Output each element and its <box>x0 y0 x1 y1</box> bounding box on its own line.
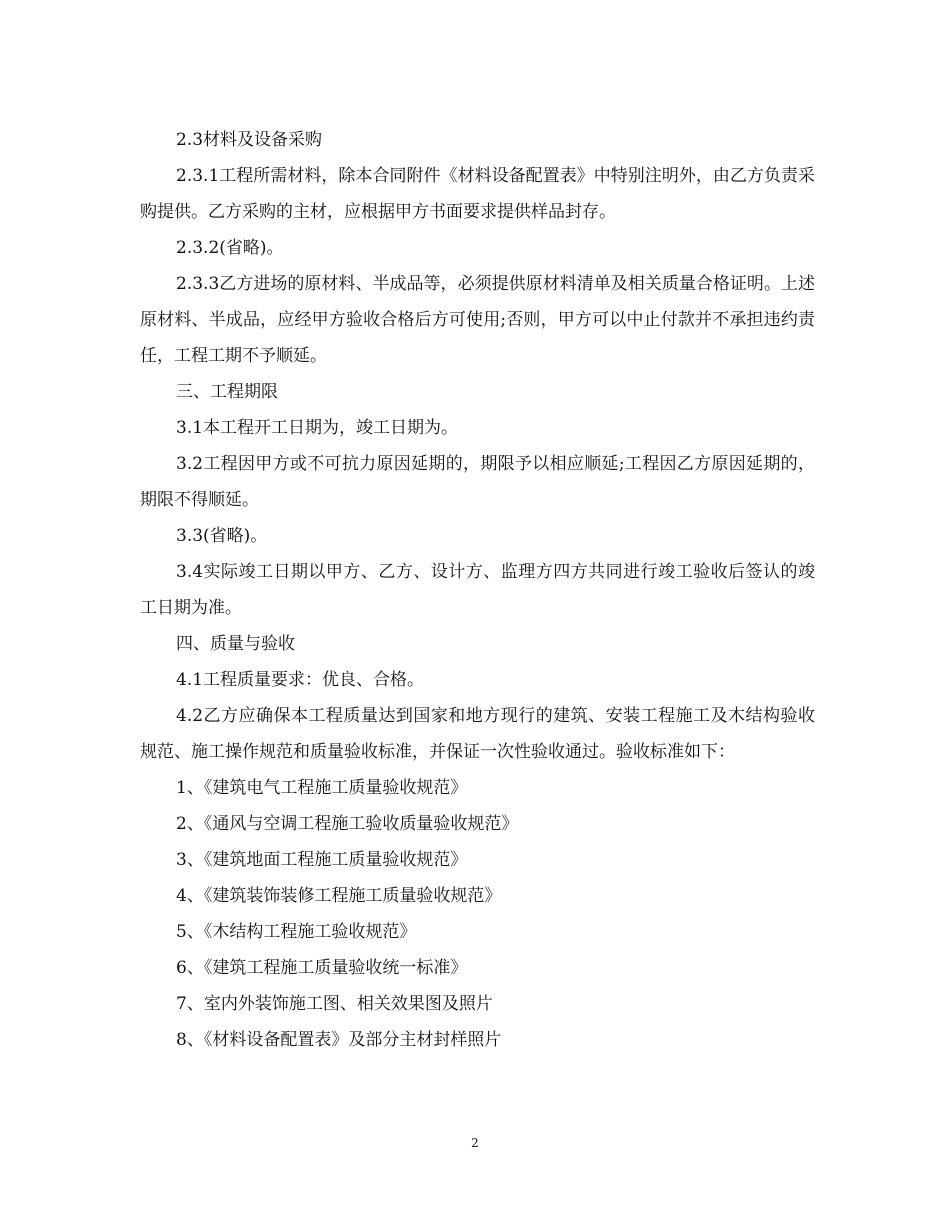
section-heading: 三、工程期限 <box>176 382 278 402</box>
document-body <box>140 122 815 1058</box>
standard-list-item: 7、室内外装饰施工图、相关效果图及照片 <box>176 994 493 1014</box>
page-number: 2 <box>471 1136 479 1150</box>
clause-paragraph: 3.2工程因甲方或不可抗力原因延期的，期限予以相应顺延;工程因乙方原因延期的，期限不得顺延。 <box>140 454 815 510</box>
clause-paragraph: 2.3.1工程所需材料，除本合同附件《材料设备配置表》中特别注明外，由乙方负责采购提供。乙方采购的主材，应根据甲方书面要求提供样品封存。 <box>140 166 815 222</box>
standard-list-item: 4、《建筑装饰装修工程施工质量验收规范》 <box>176 886 502 906</box>
standard-list-item: 2、《通风与空调工程施工验收质量验收规范》 <box>176 814 519 834</box>
clause-paragraph: 4.2乙方应确保本工程质量达到国家和地方现行的建筑、安装工程施工及木结构验收规范、施工操作规范和质量验收标准，并保证一次性验收通过。验收标准如下： <box>140 706 815 762</box>
clause-paragraph: 3.3(省略)。 <box>176 526 268 546</box>
standard-list-item: 3、《建筑地面工程施工质量验收规范》 <box>176 850 468 870</box>
standard-list-item: 6、《建筑工程施工质量验收统一标准》 <box>176 958 468 978</box>
section-heading: 2.3材料及设备采购 <box>176 130 323 150</box>
clause-paragraph: 3.1本工程开工日期为，竣工日期为。 <box>176 418 459 438</box>
clause-paragraph: 4.1工程质量要求：优良、合格。 <box>176 670 425 690</box>
clause-paragraph: 2.3.2(省略)。 <box>176 238 284 258</box>
section-heading: 四、质量与验收 <box>176 634 295 654</box>
standard-list-item: 1、《建筑电气工程施工质量验收规范》 <box>176 778 468 798</box>
standard-list-item: 8、《材料设备配置表》及部分主材封样照片 <box>176 1030 502 1050</box>
clause-paragraph: 3.4实际竣工日期以甲方、乙方、设计方、监理方四方共同进行竣工验收后签认的竣工日期为准。 <box>140 562 815 618</box>
clause-paragraph: 2.3.3乙方进场的原材料、半成品等，必须提供原材料清单及相关质量合格证明。上述原材料、半成品，应经甲方验收合格后方可使用;否则，甲方可以中止付款并不承担违约责任，工程工期不予顺延。 <box>140 274 815 366</box>
standard-list-item: 5、《木结构工程施工验收规范》 <box>176 922 417 942</box>
